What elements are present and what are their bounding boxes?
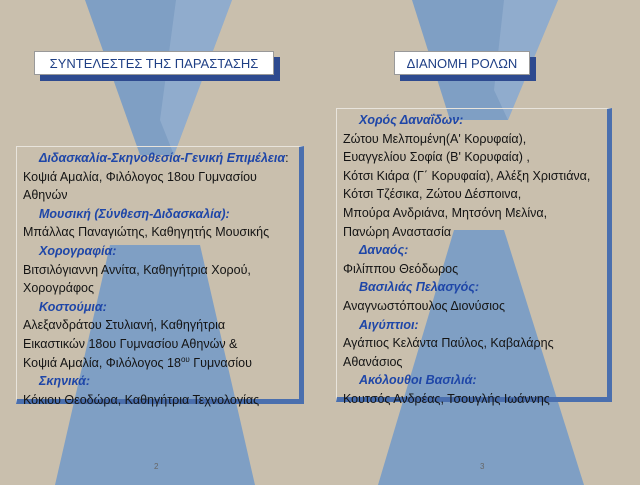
cast-line: Κότσι Τζέσικα, Ζώτου Δέσποινα, xyxy=(343,187,522,202)
cast-textbox xyxy=(336,108,612,406)
credit-line: Αλεξανδράτου Στυλιανή, Καθηγήτρια xyxy=(23,318,226,333)
credit-line: Εικαστικών 18ου Γυμνασίου Αθηνών & xyxy=(23,336,238,351)
credit-line: Κόκιου Θεοδώρα, Καθηγήτρια Τεχνολογίας xyxy=(23,392,260,407)
right-page xyxy=(326,0,640,485)
left-page xyxy=(0,0,314,485)
section-heading: Χορός Δαναΐδων: xyxy=(359,113,464,127)
credit-line: Αθηνών xyxy=(23,188,68,203)
section-heading: Βασιλιάς Πελασγός: xyxy=(359,280,480,295)
section-heading: Χορογραφία: xyxy=(39,243,117,258)
credits-textbox xyxy=(16,146,304,407)
cast-line: Αναγνωστόπουλος Διονύσιος xyxy=(343,298,505,313)
cast-line: Πανώρη Αναστασία xyxy=(343,224,452,239)
credit-line: Κοψιά Αμαλία, Φιλόλογος $18^{o\upsilon}$ Γυμνασίου xyxy=(23,354,252,370)
cast-line: Κουτσός Ανδρέας, Τσουγλής Ιωάννης xyxy=(343,391,550,406)
section-heading: Κοστούμια: xyxy=(39,299,107,314)
cast-line: Αγάπιος Κελάντα Παύλος, Καβαλάρης xyxy=(343,336,554,351)
cast-line: Φιλίππου Θεόδωρος xyxy=(343,261,459,276)
cast-title: ΔΙΑΝΟΜΗ ΡΟΛΩΝ xyxy=(394,51,530,75)
cast-line: Μπούρα Ανδριάνα, Μητσόνη Μελίνα, xyxy=(343,205,548,220)
section-heading: Μουσική (Σύνθεση-Διδασκαλία): xyxy=(39,206,230,221)
page-number: 3 xyxy=(480,462,485,471)
section-heading: Δαναός: xyxy=(359,243,409,258)
credit-line: Βιτσιλόγιαννη Αννίτα, Καθηγήτρια Χορού, xyxy=(23,262,251,277)
credits-title: ΣΥΝΤΕΛΕΣΤΕΣ ΤΗΣ ΠΑΡΑΣΤΑΣΗΣ xyxy=(34,51,274,75)
cast-line: Ζώτου Μελπομένη(Α' Κορυφαία), xyxy=(343,131,527,146)
cast-line: Αθανάσιος xyxy=(343,354,403,369)
section-heading: Σκηνικά: xyxy=(39,374,91,389)
cast-line: Κότσι Κιάρα (Γ΄ Κορυφαία), Αλέξη Χριστιάνα, xyxy=(343,168,591,183)
cast-line: Ευαγγελίου Σοφία (Β' Κορυφαία) , xyxy=(343,150,530,165)
page-number: 2 xyxy=(154,462,159,471)
credit-line: Κοψιά Αμαλία, Φιλόλογος 18ου Γυμνασίου xyxy=(23,169,257,184)
credit-line: Μπάλλας Παναγιώτης, Καθηγητής Μουσικής xyxy=(23,225,270,240)
section-heading: Ακόλουθοι Βασιλιά: xyxy=(359,373,477,388)
section-heading: Αιγύπτιοι: xyxy=(359,317,419,332)
page-gutter xyxy=(314,0,326,485)
credit-line: Χορογράφος xyxy=(23,281,95,296)
section-heading: Διδασκαλία-Σκηνοθεσία-Γενική Επιμέλεια: xyxy=(39,151,289,165)
